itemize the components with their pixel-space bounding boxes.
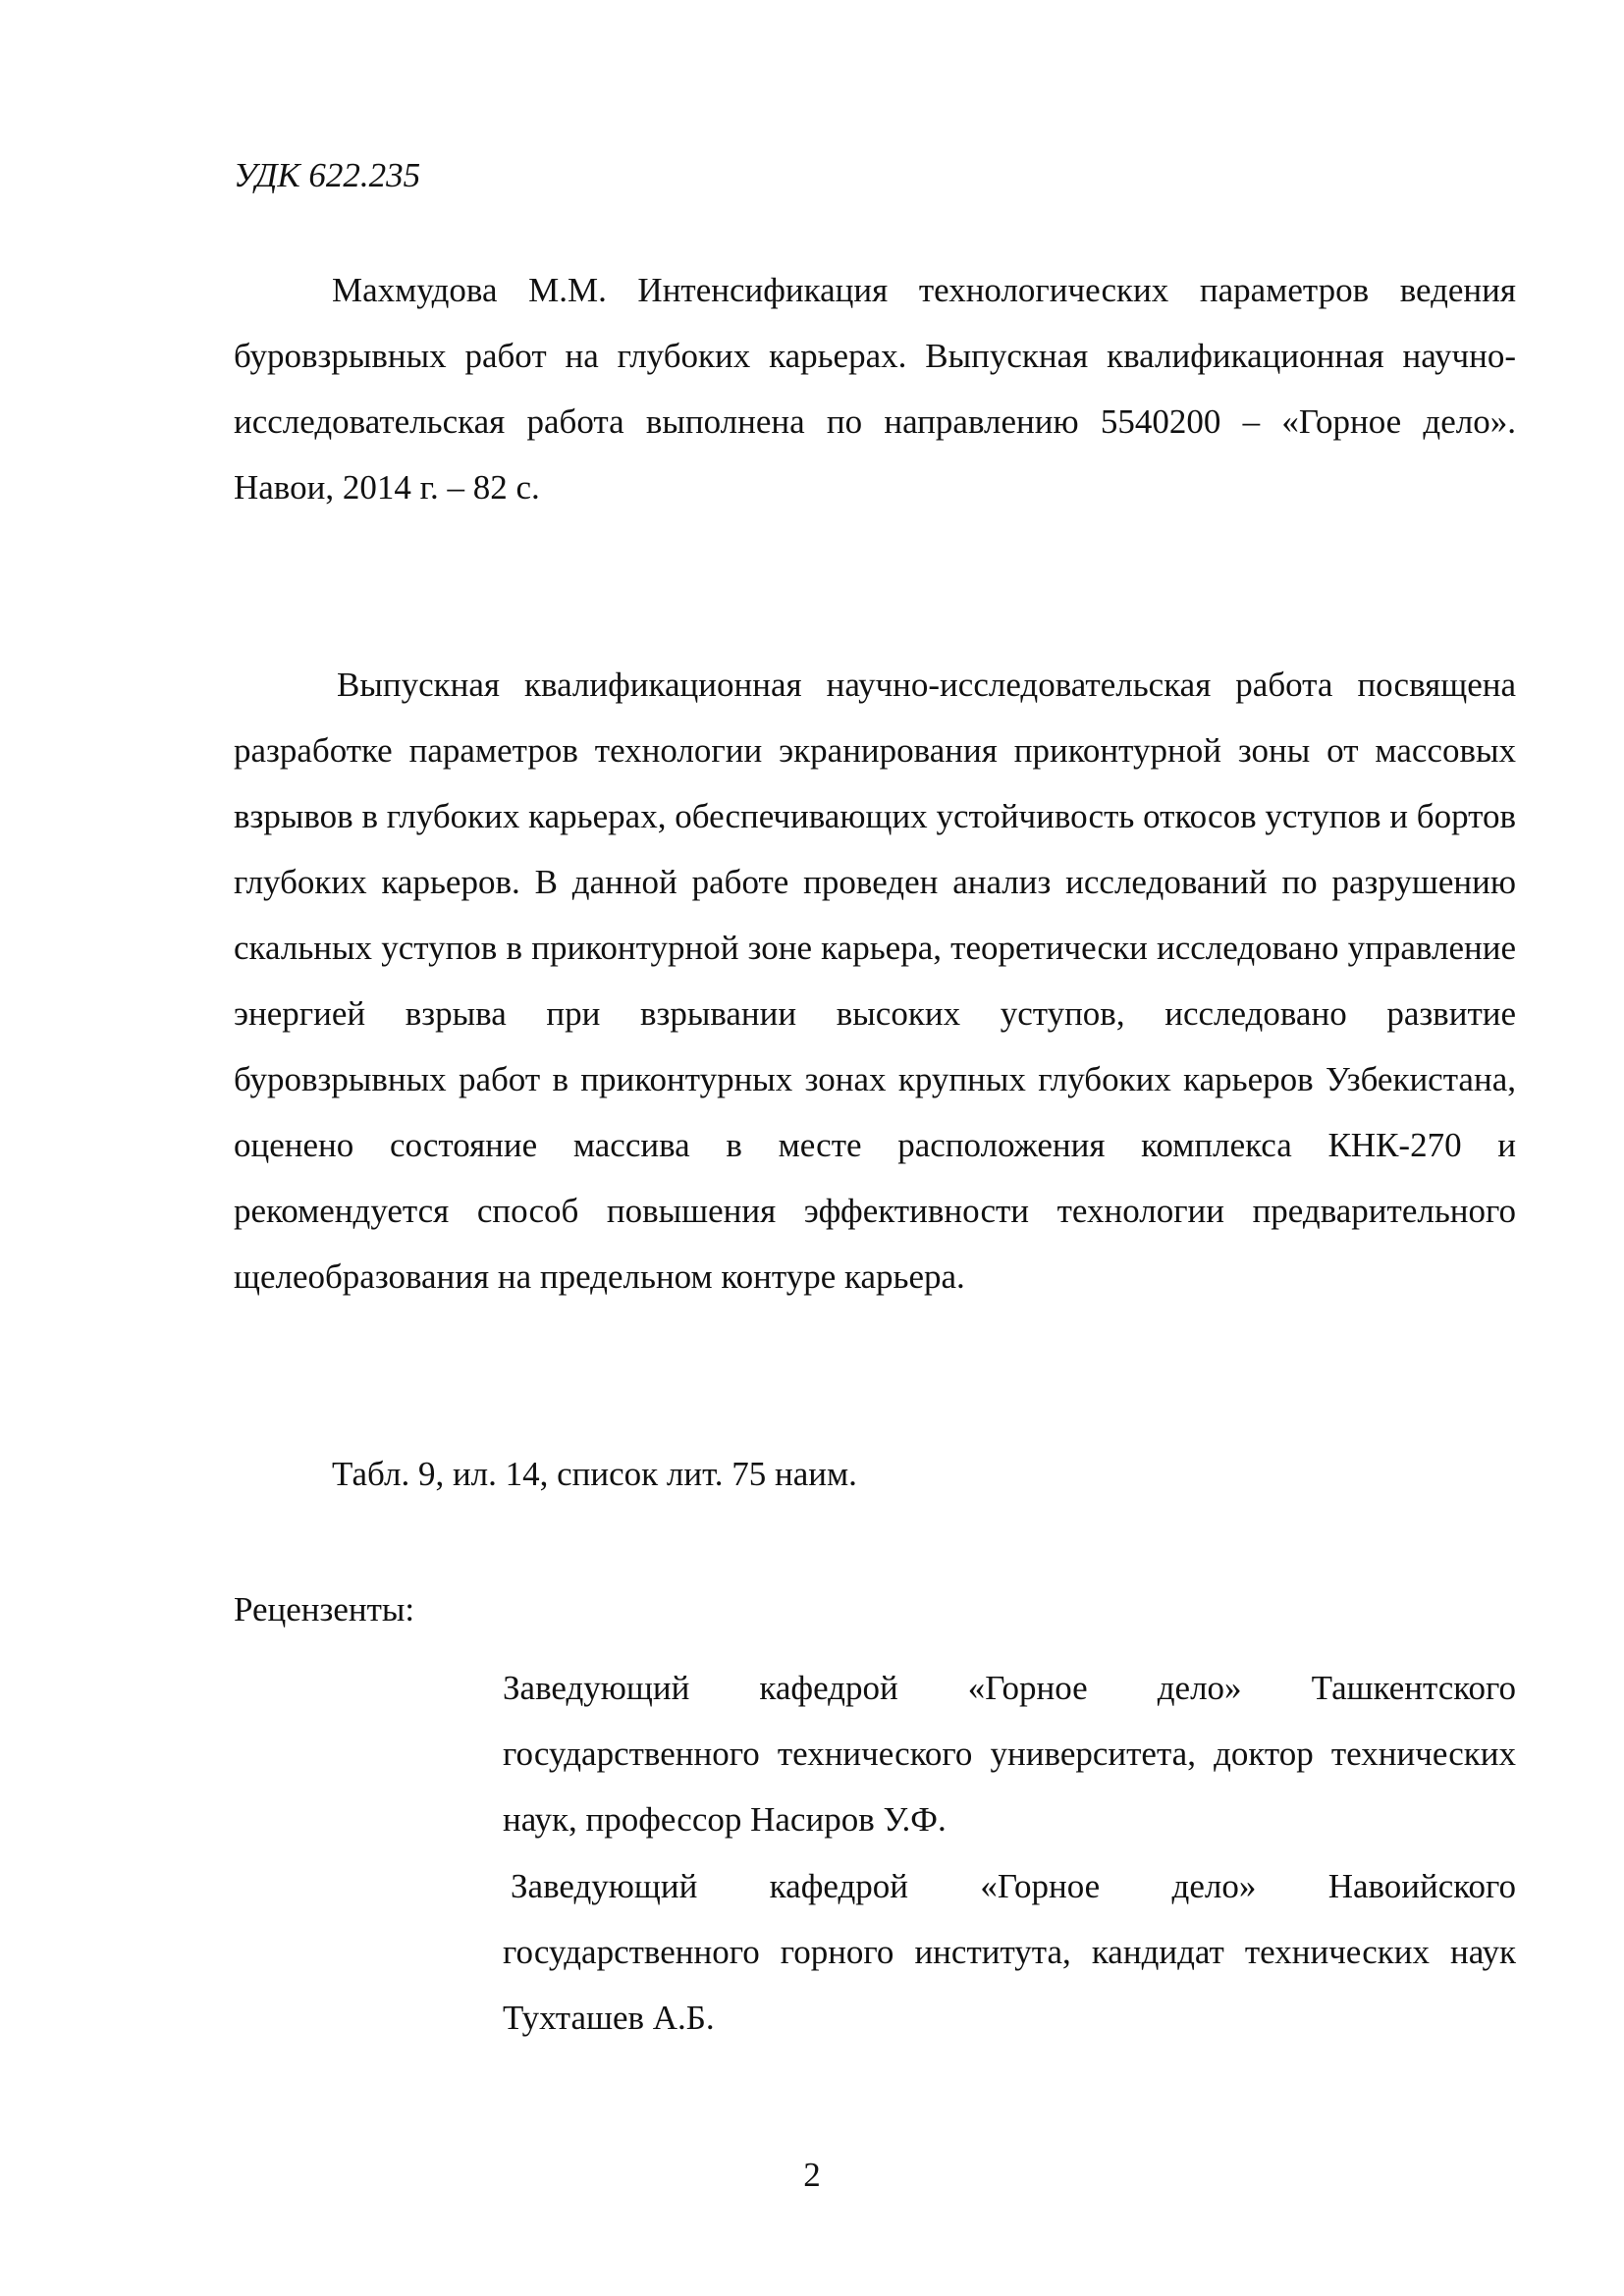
reviewer-text: Заведующий кафедрой «Горное дело» Навоийского государственного горного института, кандидат технических наук Тухташев А.Б.	[503, 1867, 1516, 2037]
citation-text: Махмудова М.М. Интенсификация технологических параметров ведения буровзрывных работ на глубоких карьерах. Выпускная квалификационная научно-исследовательская работа выполнена по направлению 5540200 – «Горное дело». Навои, 2014 г. – 82 с.	[234, 271, 1516, 507]
abstract	[234, 652, 1516, 1309]
reviewers-heading: Рецензенты:	[234, 1590, 415, 1629]
page-number: 2	[803, 2156, 821, 2194]
abstract-text: Выпускная квалификационная научно-исследовательская работа посвящена разработке параметров технологии экранирования приконтурной зоны от массовых взрывов в глубоких карьерах, обеспечивающих устойчивость откосов уступов и бортов глубоких карьеров. В данной работе проведен анализ исследований по разрушению скальных уступов в приконтурной зоне карьера, теоретически исследовано управление энергией взрыва при взрывании высоких уступов, исследовано развитие буровзрывных работ в приконтурных зонах крупных глубоких карьеров Узбекистана, оценено состояние массива в месте расположения комплекса КНК-270 и рекомендуется способ повышения эффективности технологии предварительного щелеобразования на предельном контуре карьера.	[234, 666, 1516, 1296]
reviewer-entry-second	[503, 1853, 1516, 2051]
reviewer-entry: Заведующий кафедрой «Горное дело» Ташкентского государственного технического университета, доктор технических наук, профессор Насиров У.Ф.	[503, 1669, 1516, 1839]
udk-code: УДК 622.235	[234, 156, 421, 194]
bibliographic-citation	[234, 257, 1516, 520]
document-stats: Табл. 9, ил. 14, список лит. 75 наим.	[332, 1455, 857, 1493]
